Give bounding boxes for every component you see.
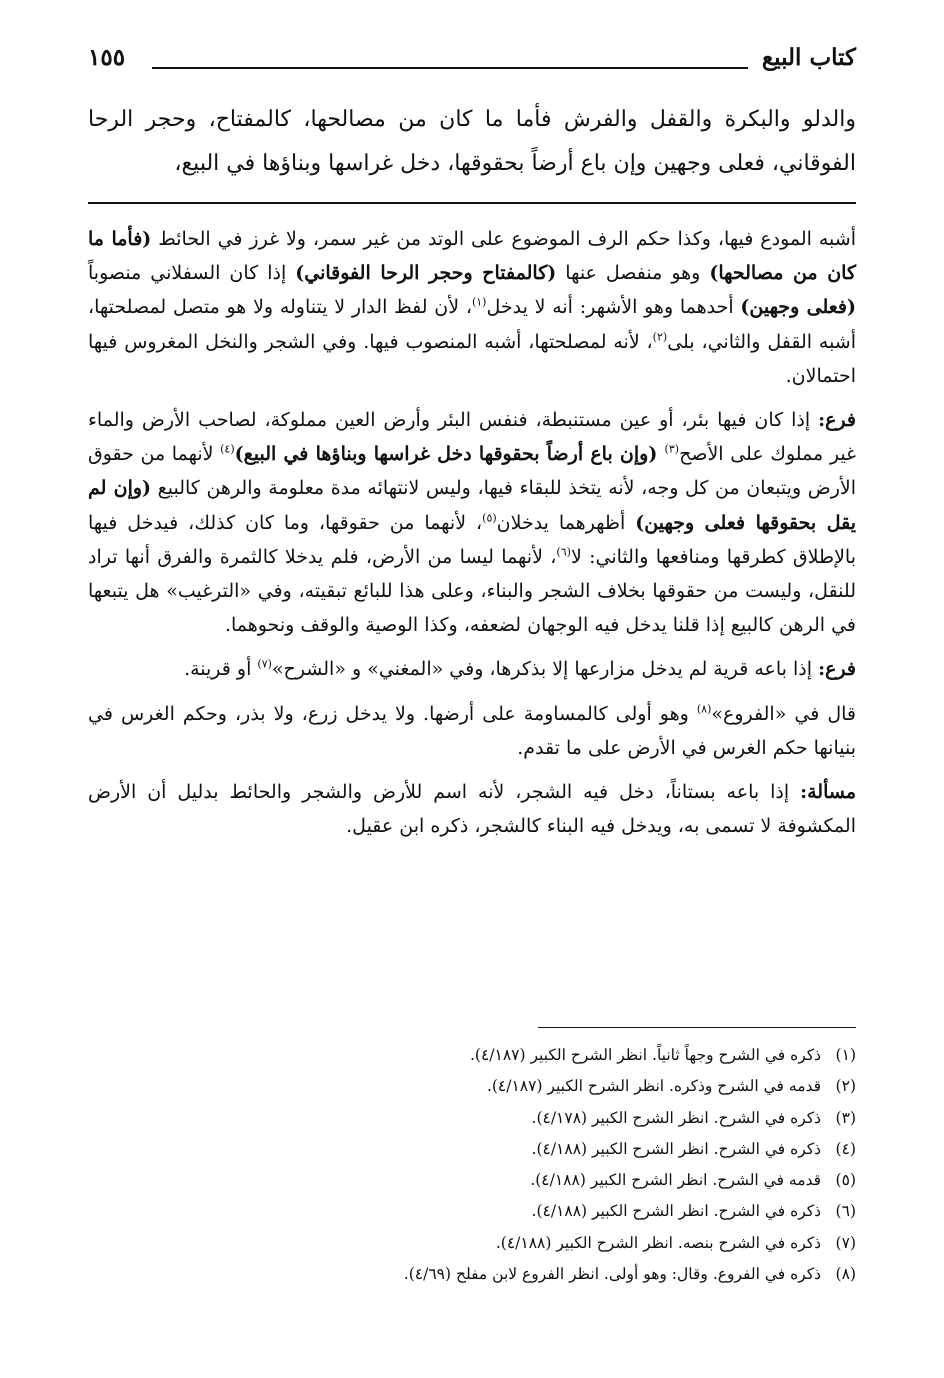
footnote-ref: (١)	[471, 296, 487, 310]
footnote-ref: (٤)	[220, 442, 235, 456]
footnote	[88, 1259, 856, 1290]
text: وهو أولى كالمساومة على أرضها. ولا يدخل زرع، ولا بذر، وحكم الغرس في بنيانها حكم الغرس في الأرض على ما تقدم.	[88, 702, 856, 759]
footnote-text: ذكره في الشرح. انظر الشرح الكبير (٤/١٨٨).	[531, 1139, 822, 1158]
section-lead: فرع:	[818, 409, 856, 432]
footnote-text: ذكره في الشرح وجهاً ثانياً. انظر الشرح الكبير (٤/١٨٧).	[469, 1046, 822, 1064]
footnote-number: (٥)	[835, 1171, 856, 1190]
footnote-separator	[538, 1027, 856, 1028]
commentary-paragraph-1	[88, 222, 856, 393]
footnote-ref: (٢)	[652, 330, 668, 344]
footnote	[88, 1228, 856, 1259]
text: قال في «الفروع»	[711, 702, 856, 725]
footnote	[88, 1103, 856, 1134]
quoted-text: (فأما ما كان من مصالحها)	[88, 228, 856, 285]
footnote-number: (٨)	[835, 1265, 856, 1284]
footnote	[88, 1196, 856, 1227]
footnote-text: قدمه في الشرح. انظر الشرح الكبير (٤/١٨٨).	[530, 1171, 822, 1190]
footnote-number: (٤)	[835, 1139, 856, 1158]
text: أحدهما وهو الأشهر: أنه لا يدخل	[486, 296, 741, 319]
section-lead: فرع:	[818, 658, 856, 681]
chapter-title: كتاب البيع	[761, 44, 856, 71]
text: ، لأنهما من حقوقها، وما كان كذلك، فيدخل فيها بالإطلاق كطرقها ومنافعها والثاني: لا	[88, 511, 856, 568]
text: أو قرينة.	[184, 658, 258, 681]
quoted-text: (وإن باع أرضاً بحقوقها دخل غراسها وبناؤها في البيع)	[234, 443, 665, 466]
text: ، لأن لفظ الدار لا يتناوله ولا هو متصل لمصلحتها، أشبه القفل والثاني، بلى	[88, 296, 857, 353]
quoted-text: (وإن لم يقل بحقوقها فعلى وجهين)	[88, 477, 857, 534]
footnote	[88, 1040, 856, 1071]
footnote	[88, 1071, 856, 1102]
footnote-text: ذكره في الفروع. وقال: وهو أولى. انظر الفروع لابن مفلح (٤/٦٩).	[403, 1265, 822, 1284]
text: أشبه المودع فيها، وكذا حكم الرف الموضوع على الوتد من غير سمر، ولا غرز في الحائط	[151, 228, 856, 250]
footnote-number: (٧)	[835, 1233, 856, 1252]
text: أظهرهما يدخلان	[496, 511, 636, 534]
text: إذا باعه قرية لم يدخل مزارعها إلا بذكرها، وفي «المغني» و «الشرح»	[271, 658, 819, 681]
footnote-ref: (٨)	[696, 702, 712, 716]
running-header	[88, 44, 856, 78]
text: ، لأنه لمصلحتها، أشبه المنصوب فيها. وفي الشجر والنخل المغروس فيها احتمالان.	[88, 330, 856, 387]
commentary-paragraph-5	[88, 775, 856, 843]
text: وهو منفصل عنها	[556, 262, 710, 285]
main-text: والدلو والبكرة والقفل والفرش فأما ما كان من مصالحها، كالمفتاح، وحجر الرحا الفوقاني، فعلى وجهين وإن باع أرضاً بحقوقها، دخل غراسها وبناؤها في البيع،	[88, 107, 856, 176]
commentary	[88, 222, 856, 853]
header-rule	[152, 67, 748, 69]
footnote-text: ذكره في الشرح بنصه. انظر الشرح الكبير (٤/١٨٨).	[495, 1233, 822, 1252]
footnote-ref: (٥)	[482, 511, 497, 525]
footnote-ref: (٣)	[664, 442, 680, 456]
footnote-number: (٦)	[835, 1202, 856, 1221]
commentary-paragraph-2	[88, 403, 856, 642]
section-lead: مسألة:	[800, 781, 856, 804]
footnote	[88, 1165, 856, 1196]
footnote-number: (٣)	[835, 1108, 856, 1127]
text: إذا باعه بستاناً، دخل فيه الشجر، لأنه اسم للأرض والشجر والحائط بدليل أن الأرض المكشوفة لا تسمى به، ويدخل فيه البناء كالشجر، ذكره ابن عقيل.	[88, 781, 856, 838]
text: لأنهما من حقوق الأرض ويتبعان من كل وجه، لأنه يتخذ للبقاء فيها، وليس لانتهائه مدة معلومة والرهن كالبيع	[88, 443, 856, 500]
text: ، لأنهما ليسا من الأرض، فلم يدخلا كالثمرة والفرق أنها تراد للنقل، وليست من حقوقها بخلاف الشجر والبناء، وعلى هذا للبائع تبقيته، وفي «الترغيب» هل يتبعها في الرهن كالبيع إذا قلنا يدخل فيه الوجهان لضعفه، وكذا الوصية والوقف ونحوهما.	[88, 545, 856, 637]
footnote-text: قدمه في الشرح وذكره. انظر الشرح الكبير (٤/١٨٧).	[486, 1077, 822, 1096]
commentary-paragraph-3	[88, 652, 856, 686]
footnote	[88, 1134, 856, 1165]
page-number: ١٥٥	[88, 44, 126, 71]
main-separator	[88, 202, 856, 204]
footnote-ref: (٦)	[556, 545, 571, 559]
text: إذا كان السفلاني منصوباً	[88, 262, 296, 285]
footnote-number: (١)	[835, 1046, 856, 1064]
footnote-ref: (٧)	[257, 658, 272, 672]
footnote-number: (٢)	[835, 1077, 856, 1096]
footnote-text: ذكره في الشرح. انظر الشرح الكبير (٤/١٨٨).	[531, 1202, 822, 1221]
footnote-text: ذكره في الشرح. انظر الشرح الكبير (٤/١٧٨).	[531, 1108, 822, 1127]
quoted-text: (فعلى وجهين)	[740, 296, 856, 319]
footnotes	[88, 1040, 856, 1290]
text: إذا كان فيها بئر، أو عين مستنبطة، فنفس البئر وأرض العين مملوكة، لصاحب الأرض والماء غير مملوك على الأصح	[88, 409, 857, 466]
quoted-text: (كالمفتاح وحجر الرحا الفوقاني)	[295, 262, 557, 285]
commentary-paragraph-4	[88, 697, 856, 765]
